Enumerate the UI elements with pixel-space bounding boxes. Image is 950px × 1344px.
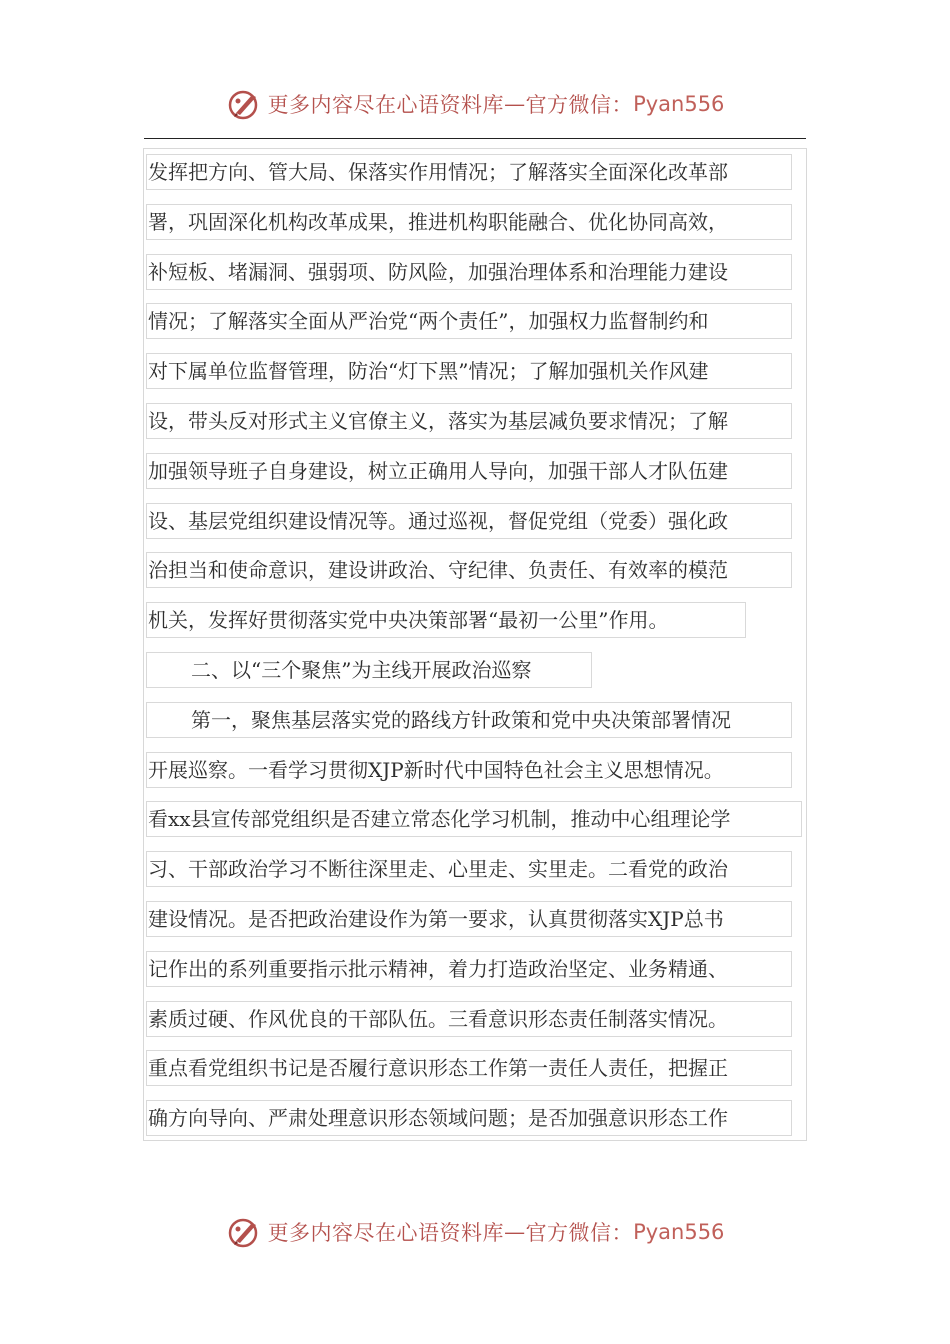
paragraph-line: 发挥把方向、管大局、保落实作用情况；了解落实全面深化改革部 (146, 154, 792, 190)
brand-dash: — (504, 92, 526, 116)
paragraph-line: 加强领导班子自身建设，树立正确用人导向，加强干部人才队伍建 (146, 453, 792, 489)
paragraph-line: 记作出的系列重要指示批示精神，着力打造政治坚定、业务精通、 (146, 951, 792, 987)
footer-banner (0, 1212, 950, 1252)
paragraph-line: 设，带头反对形式主义官僚主义，落实为基层减负要求情况；了解 (146, 403, 792, 439)
wechat-handle: Pyan556 (633, 92, 725, 116)
header-divider (144, 138, 806, 139)
paragraph-line: 机关，发挥好贯彻落实党中央决策部署“最初一公里”作用。 (146, 602, 746, 638)
paragraph-line: 补短板、堵漏洞、强弱项、防风险，加强治理体系和治理能力建设 (146, 254, 792, 290)
paragraph-line: 对下属单位监督管理，防治“灯下黑”情况；了解加强机关作风建 (146, 353, 792, 389)
brand-text: 更多内容尽在心语资料库 (267, 93, 505, 117)
paragraph-line: 素质过硬、作风优良的干部队伍。三看意识形态责任制落实情况。 (146, 1001, 792, 1037)
paragraph-line: 建设情况。是否把政治建设作为第一要求，认真贯彻落实XJP总书 (146, 901, 792, 937)
wechat-label: 官方微信： (525, 1221, 634, 1245)
wechat-label: 官方微信： (525, 93, 634, 117)
header-banner (0, 84, 950, 124)
paragraph-line: 看xx县宣传部党组织是否建立常态化学习机制，推动中心组理论学 (146, 801, 802, 837)
pen-in-circle-logo-icon (226, 86, 262, 122)
paragraph-line-indented: 第一，聚焦基层落实党的路线方针政策和党中央决策部署情况 (146, 702, 792, 738)
paragraph-line: 治担当和使命意识，建设讲政治、守纪律、负责任、有效率的模范 (146, 552, 792, 588)
brand-text: 更多内容尽在心语资料库 (267, 1221, 505, 1245)
pen-in-circle-logo-icon (226, 1214, 262, 1250)
brand-dash: — (504, 1220, 526, 1244)
paragraph-line: 情况；了解落实全面从严治党“两个责任”，加强权力监督制约和 (146, 303, 792, 339)
paragraph-line: 署，巩固深化机构改革成果，推进机构职能融合、优化协同高效， (146, 204, 792, 240)
paragraph-line: 设、基层党组织建设情况等。通过巡视，督促党组（党委）强化政 (146, 503, 792, 539)
paragraph-line: 开展巡察。一看学习贯彻XJP新时代中国特色社会主义思想情况。 (146, 752, 792, 788)
wechat-handle: Pyan556 (633, 1220, 725, 1244)
paragraph-line-indented: 二、以“三个聚焦”为主线开展政治巡察 (146, 652, 592, 688)
paragraph-line: 重点看党组织书记是否履行意识形态工作第一责任人责任，把握正 (146, 1050, 792, 1086)
page-frame (143, 148, 807, 1141)
paragraph-line: 确方向导向、严肃处理意识形态领域问题；是否加强意识形态工作 (146, 1100, 792, 1136)
paragraph-line: 习、干部政治学习不断往深里走、心里走、实里走。二看党的政治 (146, 851, 792, 887)
